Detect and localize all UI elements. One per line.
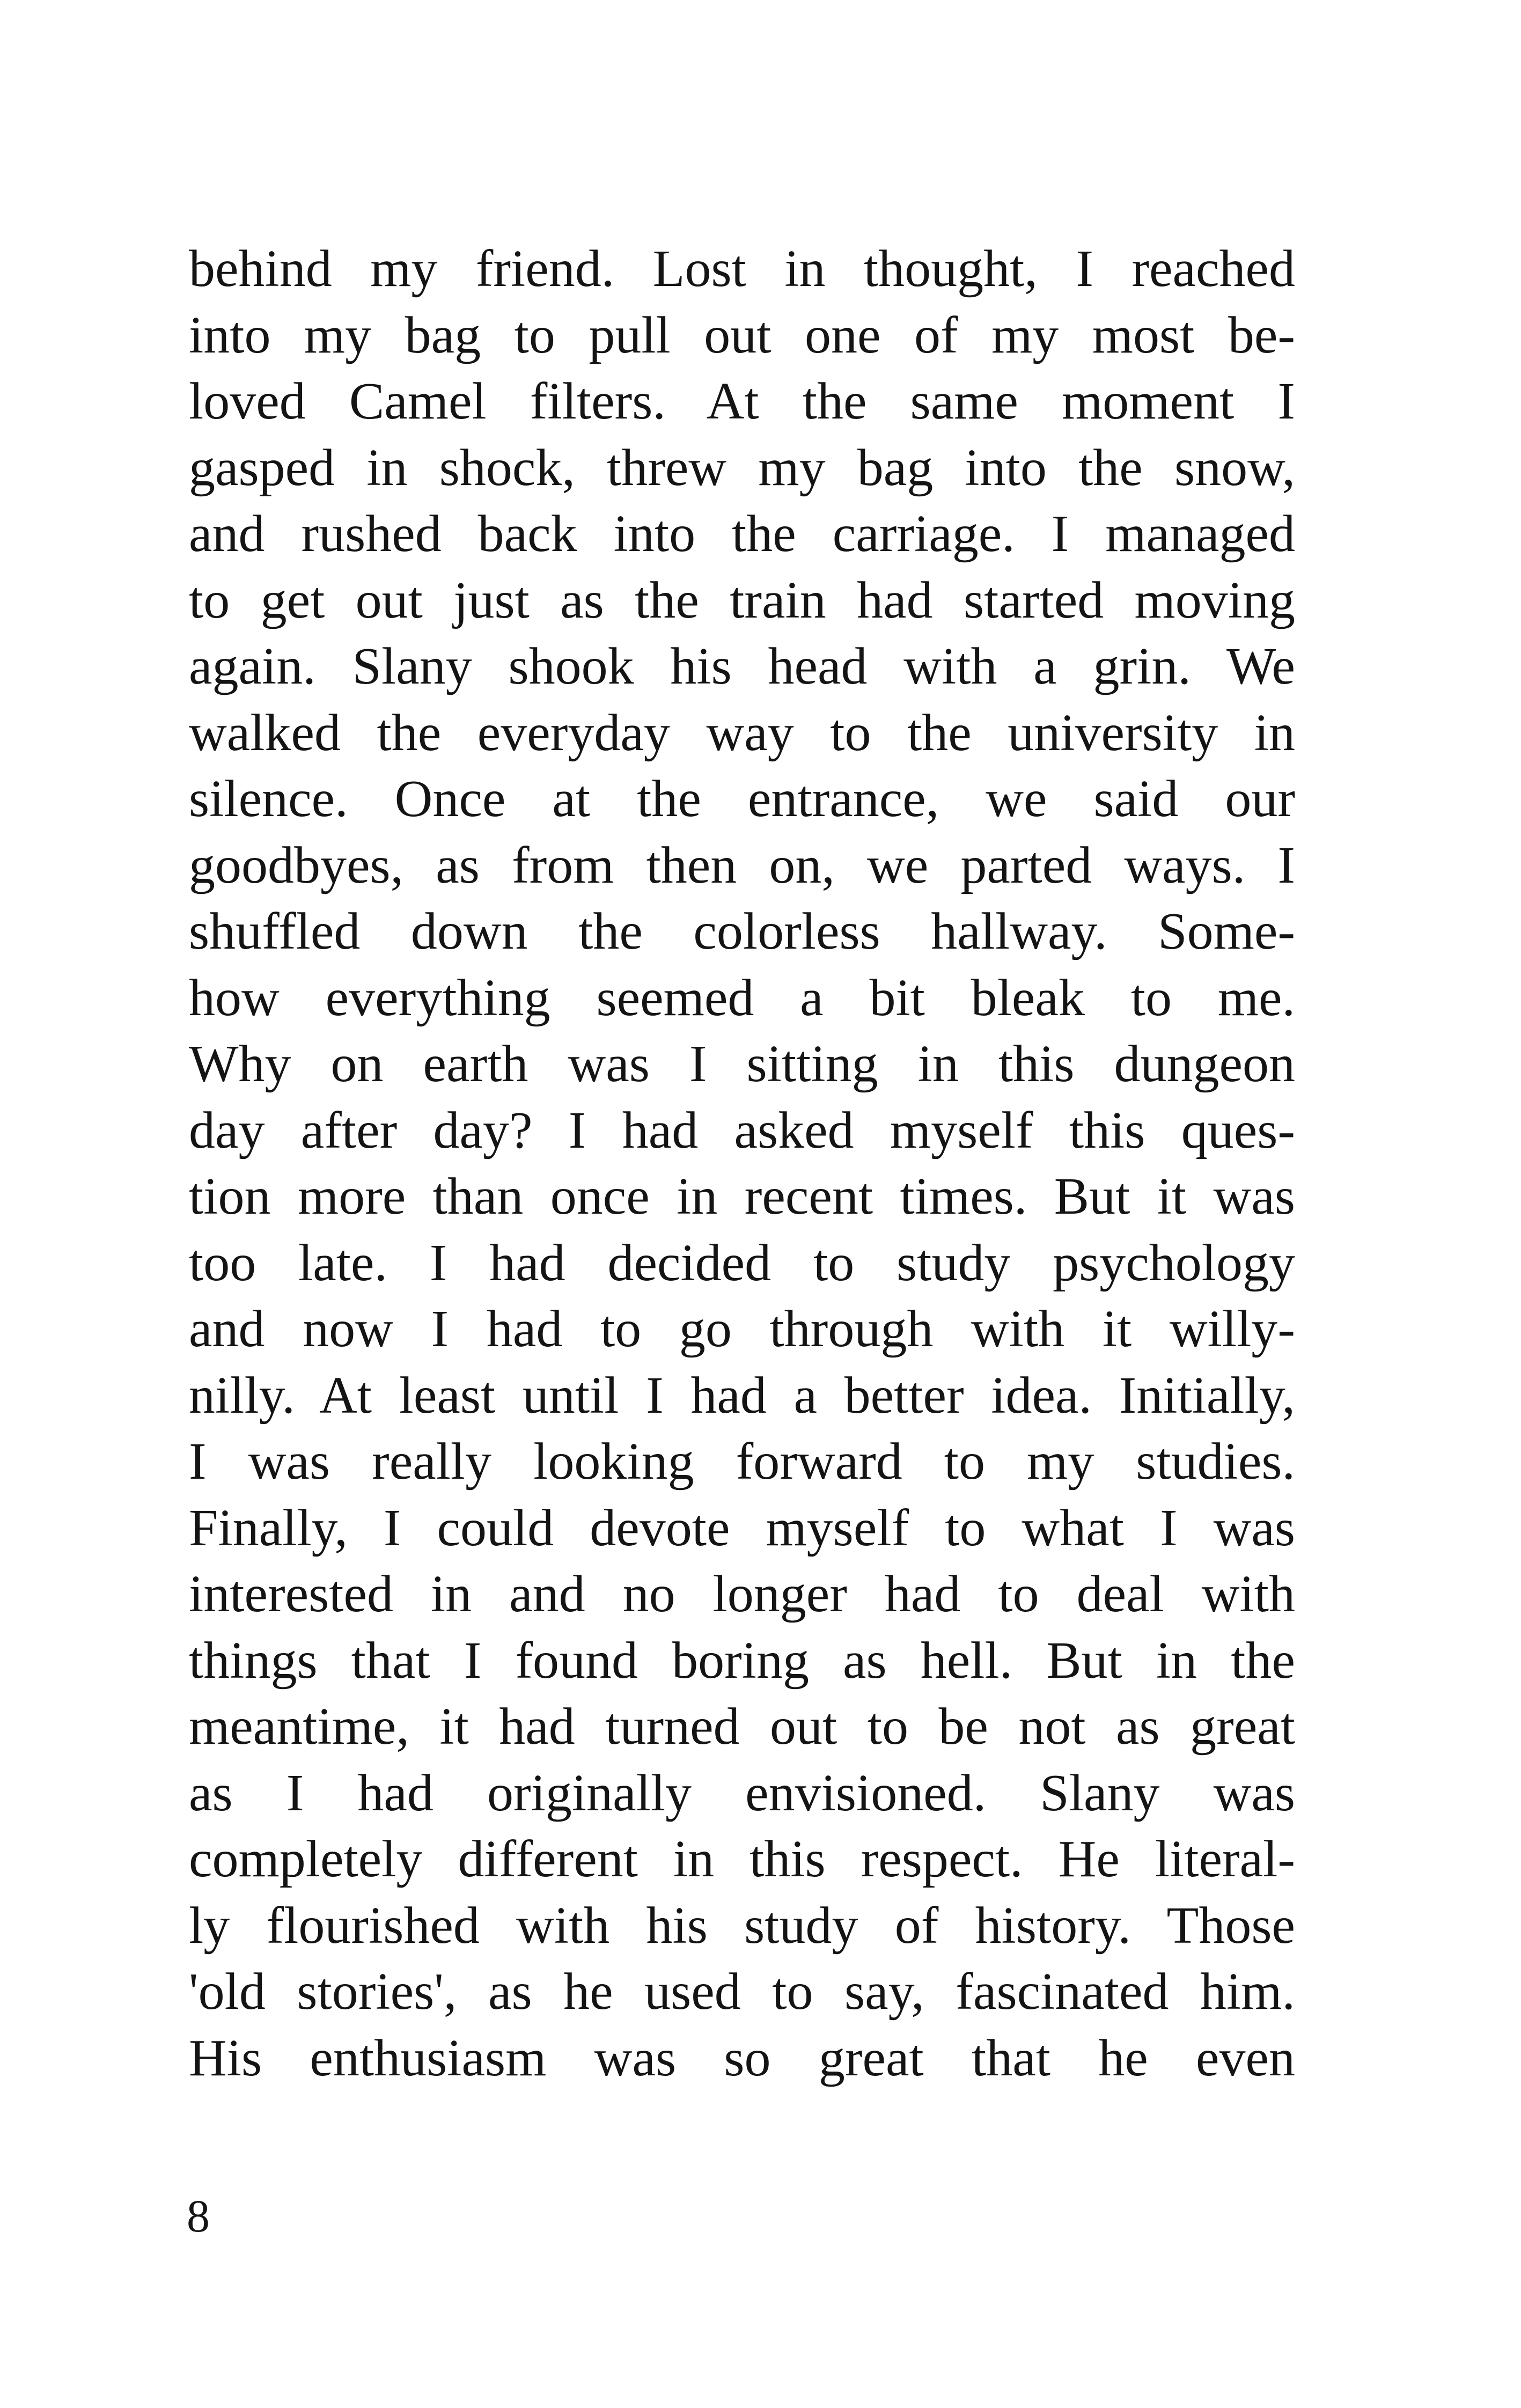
text-line: walked the everyday way to the university in bbox=[189, 703, 1295, 762]
text-line: how everything seemed a bit bleak to me. bbox=[189, 968, 1295, 1027]
page-number: 8 bbox=[187, 2190, 210, 2242]
text-line: His enthusiasm was so great that he even bbox=[189, 2029, 1295, 2087]
text-line: into my bag to pull out one of my most be- bbox=[189, 306, 1295, 364]
body-text bbox=[189, 236, 1295, 2091]
text-line: day after day? I had asked myself this ques- bbox=[189, 1101, 1295, 1159]
text-line: and rushed back into the carriage. I managed bbox=[189, 505, 1295, 563]
text-line: goodbyes, as from then on, we parted ways. I bbox=[189, 836, 1295, 894]
text-line: again. Slany shook his head with a grin. We bbox=[189, 637, 1295, 695]
text-line: interested in and no longer had to deal with bbox=[189, 1565, 1295, 1623]
text-line: 'old stories', as he used to say, fascinated him. bbox=[189, 1963, 1295, 2021]
text-line: Why on earth was I sitting in this dungeon bbox=[189, 1035, 1295, 1093]
text-line: ly flourished with his study of history. Those bbox=[189, 1896, 1295, 1955]
text-line: and now I had to go through with it willy- bbox=[189, 1300, 1295, 1358]
text-line: to get out just as the train had started moving bbox=[189, 571, 1295, 629]
text-line: shuffled down the colorless hallway. Some- bbox=[189, 902, 1295, 960]
text-line: behind my friend. Lost in thought, I reached bbox=[189, 240, 1295, 298]
text-line: I was really looking forward to my studies. bbox=[189, 1433, 1295, 1491]
text-line: loved Camel filters. At the same moment I bbox=[189, 372, 1295, 430]
text-line: meantime, it had turned out to be not as great bbox=[189, 1698, 1295, 1756]
text-line: gasped in shock, threw my bag into the snow, bbox=[189, 438, 1295, 497]
text-line: Finally, I could devote myself to what I was bbox=[189, 1499, 1295, 1557]
text-line: as I had originally envisioned. Slany was bbox=[189, 1764, 1295, 1822]
text-line: things that I found boring as hell. But in the bbox=[189, 1631, 1295, 1690]
text-line: completely different in this respect. He literal- bbox=[189, 1830, 1295, 1888]
text-line: too late. I had decided to study psychology bbox=[189, 1234, 1295, 1292]
text-line: tion more than once in recent times. But it was bbox=[189, 1168, 1295, 1225]
text-line: silence. Once at the entrance, we said our bbox=[189, 770, 1295, 828]
text-line: nilly. At least until I had a better idea. Initially, bbox=[189, 1366, 1295, 1425]
